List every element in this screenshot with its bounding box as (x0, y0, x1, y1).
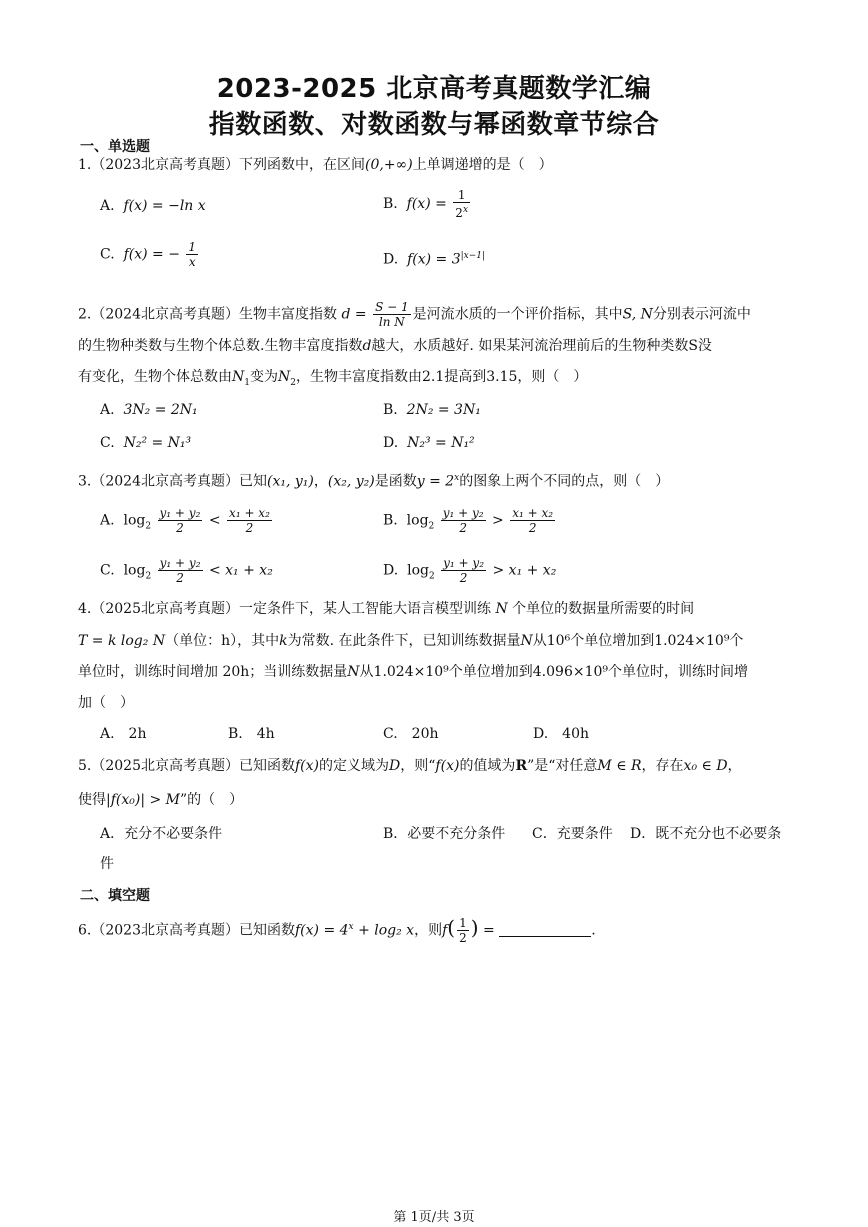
question-1-option-c: C. f(x) = − $\frac{1}{x}$ (100, 240, 197, 269)
fraction: $\frac{\text{x₁ + x₂}}{2}$ (512, 506, 554, 535)
question-3-option-c: C. $\log_2$ $\frac{\text{y₁ + y₂}}{2}$ < x₁ + x₂ (100, 556, 273, 585)
question-4-option-d: D. 40h (533, 726, 590, 742)
question-4-line-2: T = k log₂ N（单位：h），其中k为常数. 在此条件下，已知训练数据量N从10⁶个单位增加到1.024×10⁹个 (78, 633, 744, 649)
fraction: $\frac{S - 1}{\text{ln N}}$ (375, 300, 409, 329)
question-5-option-b: B．必要不充分条件 (383, 826, 506, 842)
question-1-option-d: D. $f(x) = 3^{|x-1|}$ (383, 251, 486, 268)
fraction: $\frac{\text{x₁ + x₂}}{2}$ (229, 506, 270, 535)
fraction: $\frac{\text{y₁ + y₂}}{2}$ (442, 506, 484, 535)
question-2-option-a: A. 3N₂ = 2N₁ (100, 402, 198, 418)
question-4-line-3: 单位时，训练时间增加 20h；当训练数据量N从1.024×10⁹个单位增加到4.096×10⁹个单位时，训练时间增 (78, 664, 749, 680)
fraction: $\frac{1}{2}$ (459, 916, 467, 945)
section-heading-fill-blank: 二、填空题 (80, 888, 150, 904)
question-4-option-c: C. 20h (383, 726, 439, 742)
question-2-option-c: C. N₂² = N₁³ (100, 435, 192, 451)
fraction: $\frac{\text{y₁ + y₂}}{2}$ (159, 556, 201, 585)
document-title: 2023-2025 北京高考真题数学汇编 (216, 74, 652, 104)
document-subtitle: 指数函数、对数函数与幂函数章节综合 (208, 110, 660, 140)
question-2-option-d: D. N₂³ = N₁² (383, 435, 475, 451)
question-5-line-1: 5.（2025北京高考真题）已知函数f(x)的定义域为D，则“f(x)的值域为R”是“对任意M ∈ R，存在x₀ ∈ D， (78, 758, 742, 774)
question-6-stem: 6.（2023北京高考真题）已知函数$f(x) = 4^x + \log_2$ x，则f( $\frac{1}{2}$ ) = . (78, 915, 596, 945)
question-4-line-1: 4.（2025北京高考真题）一定条件下，某人工智能大语言模型训练 N 个单位的数据量所需要的时间 (78, 601, 695, 617)
question-5-option-d-continued: 件 (100, 856, 114, 872)
question-5-option-c: C．充要条件 (532, 826, 613, 842)
fraction: $\frac{\text{y₁ + y₂}}{2}$ (159, 506, 201, 535)
question-3-stem: 3.（2024北京高考真题）已知(x₁, y₁)，(x₂, y₂)是函数$y = 2^x$的图象上两个不同的点，则（ ） (78, 473, 670, 490)
question-1-stem: 1.（2023北京高考真题）下列函数中，在区间(0,+∞)上单调递增的是（ ） (78, 157, 553, 173)
question-3-option-a: A. $\log_2$ $\frac{\text{y₁ + y₂}}{2}$ < $\frac{\text{x₁ + x₂}}{2}$ (100, 506, 270, 535)
question-5-option-a: A．充分不必要条件 (100, 826, 223, 842)
question-1-option-b: B. f(x) = $\frac{1}{2^x}$ (383, 188, 469, 220)
question-4-line-4: 加（ ） (78, 695, 134, 711)
answer-blank[interactable] (499, 936, 591, 937)
question-2-line-2: 的生物种类数与生物个体总数.生物丰富度指数d越大，水质越好. 如果某河流治理前后的生物种类数S没 (78, 338, 712, 354)
question-2-option-b: B. 2N₂ = 3N₁ (383, 402, 481, 418)
page-footer: 第 1页/共 3页 (393, 1210, 475, 1225)
question-4-option-a: A. 2h (100, 726, 147, 742)
question-3-option-b: B. $\log_2$ $\frac{\text{y₁ + y₂}}{2}$ > $\frac{\text{x₁ + x₂}}{2}$ (383, 506, 554, 535)
question-5-option-d: D．既不充分也不必要条 (630, 826, 782, 842)
fraction: $\frac{1}{x}$ (188, 240, 197, 269)
question-4-option-b: B. 4h (228, 726, 275, 742)
question-3-option-d: D. $\log_2$ $\frac{\text{y₁ + y₂}}{2}$ > x₁ + x₂ (383, 556, 557, 585)
section-heading-single-choice: 一、单选题 (80, 139, 150, 155)
question-1-option-a: A. f(x) = −ln x (100, 198, 206, 214)
question-2-line-3: 有变化，生物个体总数由$N_1$变为$N_2$，生物丰富度指数由2.1提高到3.15，则（ ） (78, 369, 588, 388)
fraction: $\frac{1}{2^x}$ (455, 188, 469, 220)
fraction: $\frac{\text{y₁ + y₂}}{2}$ (443, 556, 485, 585)
question-5-line-2: 使得|f(x₀)| > M”的（ ） (78, 792, 244, 808)
question-2-line-1: 2.（2024北京高考真题）生物丰富度指数 d = $\frac{S - 1}{\text{ln N}}$ 是河流水质的一个评价指标，其中S, N分别表示河流中 (78, 300, 751, 329)
